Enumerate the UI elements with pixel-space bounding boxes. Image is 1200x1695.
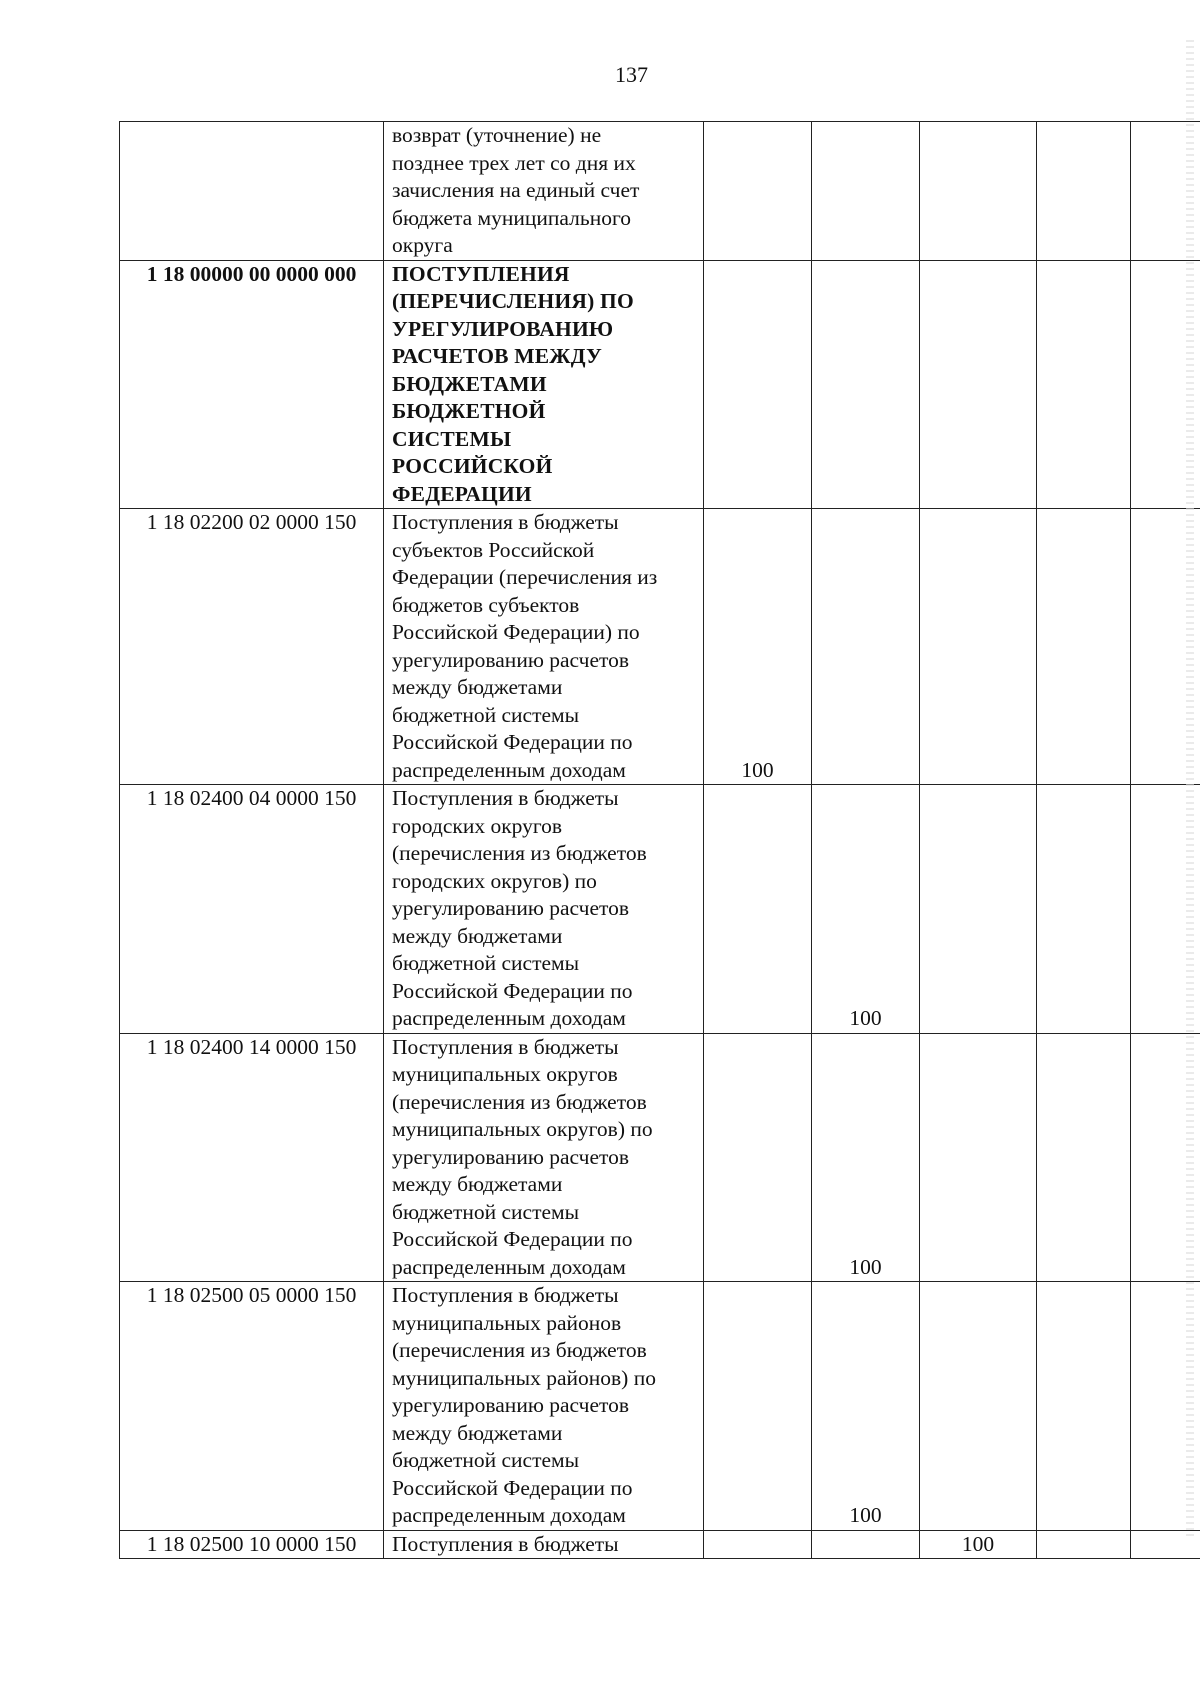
value-cell-3 — [920, 785, 1037, 1034]
value-cell-2 — [812, 1530, 920, 1559]
value-cell-2 — [812, 122, 920, 261]
value-cell-1: 100 — [704, 509, 812, 785]
description-text: Поступления в бюджеты — [392, 1531, 619, 1556]
description-cell — [384, 1530, 704, 1559]
value-cell-2: 100 — [812, 1282, 920, 1531]
budget-code-cell — [120, 122, 384, 261]
table-body — [120, 122, 1200, 1559]
description-text: Поступления в бюджеты субъектов Российской Федерации (перечисления из бюджетов субъектов Российской Федерации) по урегулированию расчетов между бюджетами бюджетной системы Российской Федерации по распределенным доходам — [392, 510, 658, 782]
value-cell-2 — [812, 260, 920, 509]
page-number: 137 — [615, 62, 648, 87]
table-row — [120, 785, 1200, 1034]
value-cell-1 — [704, 1530, 812, 1559]
budget-code-cell: 1 18 02200 02 0000 150 — [120, 509, 384, 785]
value-cell-4 — [1037, 1530, 1131, 1559]
table-row — [120, 1530, 1200, 1559]
value-cell-4 — [1037, 1282, 1131, 1531]
description-cell — [384, 260, 704, 509]
description-cell — [384, 1033, 704, 1282]
description-cell — [384, 122, 704, 261]
value-cell-3 — [920, 122, 1037, 261]
description-text: ПОСТУПЛЕНИЯ (ПЕРЕЧИСЛЕНИЯ) ПО УРЕГУЛИРОВАНИЮ РАСЧЕТОВ МЕЖДУ БЮДЖЕТАМИ БЮДЖЕТНОЙ СИСТЕМЫ РОССИЙСКОЙ ФЕДЕРАЦИИ — [392, 261, 634, 506]
value-cell-2 — [812, 509, 920, 785]
budget-code-cell: 1 18 02400 04 0000 150 — [120, 785, 384, 1034]
value-cell-2: 100 — [812, 1033, 920, 1282]
description-cell — [384, 509, 704, 785]
value-cell-1 — [704, 1033, 812, 1282]
description-cell — [384, 785, 704, 1034]
value-cell-3 — [920, 1282, 1037, 1531]
value-cell-1 — [704, 1282, 812, 1531]
table-row — [120, 509, 1200, 785]
value-cell-1 — [704, 260, 812, 509]
value-cell-3: 100 — [920, 1530, 1037, 1559]
budget-code-cell: 1 18 02500 05 0000 150 — [120, 1282, 384, 1531]
value-cell-2: 100 — [812, 785, 920, 1034]
description-text: Поступления в бюджеты городских округов (перечисления из бюджетов городских округов) по урегулированию расчетов между бюджетами бюджетной системы Российской Федерации по распределенным доходам — [392, 786, 647, 1030]
value-cell-4 — [1037, 509, 1131, 785]
budget-code-cell: 1 18 00000 00 0000 000 — [120, 260, 384, 509]
value-cell-4 — [1037, 122, 1131, 261]
value-cell-3 — [920, 1033, 1037, 1282]
value-cell-3 — [920, 260, 1037, 509]
value-cell-4 — [1037, 1033, 1131, 1282]
value-cell-1 — [704, 122, 812, 261]
scan-edge-artifact — [1186, 40, 1194, 1540]
value-cell-3 — [920, 509, 1037, 785]
value-cell-1 — [704, 785, 812, 1034]
description-cell — [384, 1282, 704, 1531]
description-text: Поступления в бюджеты муниципальных районов (перечисления из бюджетов муниципальных районов) по урегулированию расчетов между бюджетами бюджетной системы Российской Федерации по распределенным доходам — [392, 1283, 656, 1527]
budget-classification-table — [119, 121, 1200, 1559]
table-row — [120, 1282, 1200, 1531]
description-text: возврат (уточнение) не позднее трех лет со дня их зачисления на единый счет бюджета муниципального округа — [392, 123, 640, 257]
value-cell-4 — [1037, 260, 1131, 509]
table-row — [120, 260, 1200, 509]
value-cell-4 — [1037, 785, 1131, 1034]
table-row — [120, 122, 1200, 261]
budget-code-cell: 1 18 02400 14 0000 150 — [120, 1033, 384, 1282]
description-text: Поступления в бюджеты муниципальных округов (перечисления из бюджетов муниципальных округов) по урегулированию расчетов между бюджетами бюджетной системы Российской Федерации по распределенным доходам — [392, 1034, 653, 1279]
table-row — [120, 1033, 1200, 1282]
budget-code-cell: 1 18 02500 10 0000 150 — [120, 1530, 384, 1559]
